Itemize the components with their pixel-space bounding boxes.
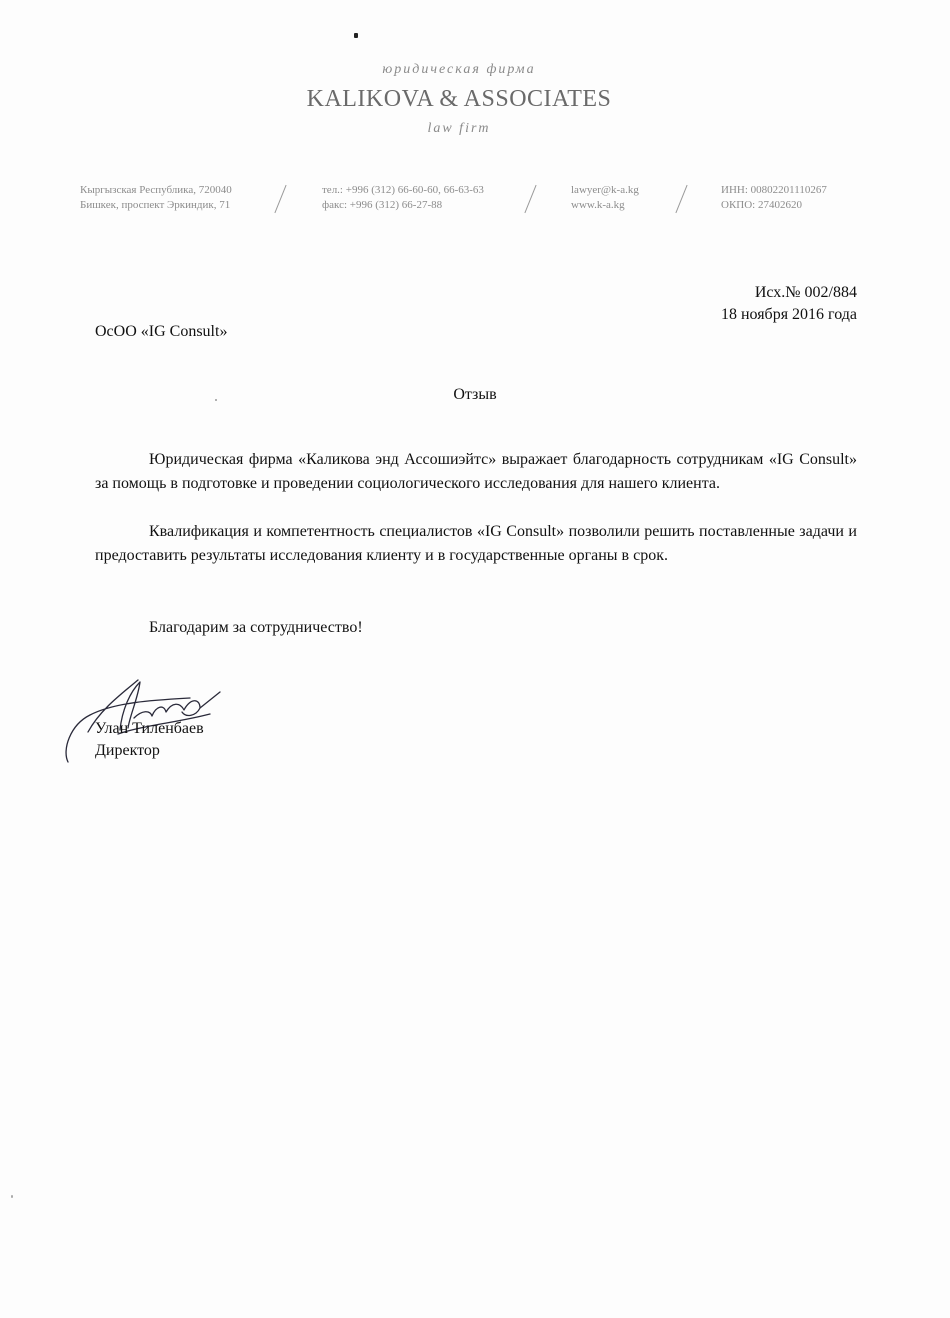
divider-slash (675, 185, 687, 213)
letterhead-tagline-top: юридическая фирма (382, 62, 536, 77)
email-link: lawyer@k-a.kg (571, 184, 639, 196)
letterhead-phones (322, 183, 484, 213)
divider-slash (274, 185, 286, 213)
divider-slash (524, 185, 536, 213)
website-link: www.k-a.kg (571, 199, 625, 211)
reference-number: Исх.№ 002/884 (754, 284, 857, 301)
signer-name: Улан Тиленбаев (95, 720, 204, 737)
letterhead-tagline-bottom: law firm (427, 121, 491, 136)
scan-mark (354, 33, 358, 38)
inn-line: ИНН: 00802201110267 (721, 184, 827, 196)
letter-date: 18 ноября 2016 года (720, 306, 857, 323)
signer-role: Директор (95, 742, 160, 759)
address-line-1: Кыргызская Республика, 720040 (80, 184, 232, 196)
closing-line: Благодарим за сотрудничество! (149, 619, 363, 636)
reference-block (721, 282, 857, 326)
letterhead-ids (721, 183, 827, 213)
letter-title: Отзыв (453, 386, 497, 403)
fax-line: факс: +996 (312) 66-27-88 (322, 199, 443, 211)
recipient: ОсОО «IG Consult» (95, 323, 228, 340)
letterhead-web (571, 183, 639, 213)
address-line-2: Бишкек, проспект Эркиндик, 71 (80, 199, 231, 211)
letterhead-address (80, 183, 232, 213)
paragraph-1: Юридическая фирма «Каликова энд Ассошиэйтс» выражает благодарность сотрудникам «IG Consult» за помощь в подготовке и проведении социологического исследования для нашего клиента. (95, 451, 857, 492)
scan-mark (11, 1195, 13, 1198)
phone-line: тел.: +996 (312) 66-60-60, 66-63-63 (322, 184, 484, 196)
okpo-line: ОКПО: 27402620 (721, 199, 802, 211)
letterhead-firm-name: KALIKOVA & ASSOCIATES (306, 86, 612, 112)
paragraph-2: Квалификация и компетентность специалистов «IG Consult» позволили решить поставленные задачи и предоставить результаты исследования клиенту и в государственные органы в срок. (95, 523, 857, 564)
